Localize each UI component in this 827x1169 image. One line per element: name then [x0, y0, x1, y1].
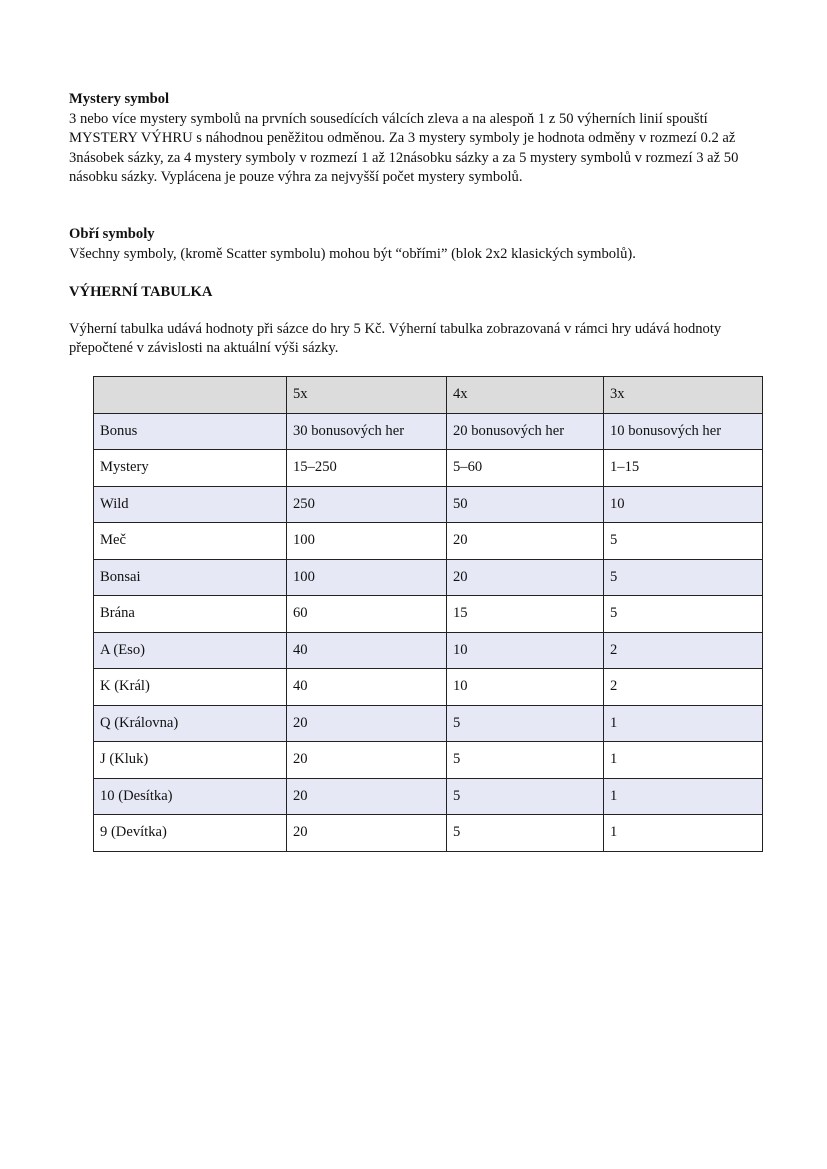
table-header-row: [94, 377, 763, 414]
table-cell: 100: [287, 559, 447, 596]
table-cell: 1: [604, 705, 763, 742]
giant-heading: Obří symboly: [69, 226, 155, 242]
table-cell: 5–60: [447, 450, 604, 487]
table-cell: 20: [287, 815, 447, 852]
table-cell: 20 bonusových her: [447, 413, 604, 450]
table-cell: 15–250: [287, 450, 447, 487]
table-cell: Meč: [94, 523, 287, 560]
table-cell: 5: [447, 705, 604, 742]
table-cell: 250: [287, 486, 447, 523]
table-row: [94, 523, 763, 560]
table-row: [94, 778, 763, 815]
table-row: [94, 632, 763, 669]
table-cell: Bonsai: [94, 559, 287, 596]
table-cell: 20: [287, 778, 447, 815]
table-cell: 30 bonusových her: [287, 413, 447, 450]
table-cell: 60: [287, 596, 447, 633]
table-cell: 20: [287, 705, 447, 742]
mystery-section: [69, 90, 769, 188]
table-row: [94, 413, 763, 450]
table-cell: Q (Královna): [94, 705, 287, 742]
table-cell: 100: [287, 523, 447, 560]
table-cell: 1: [604, 742, 763, 779]
paytable-text: Výherní tabulka udává hodnoty při sázce do hry 5 Kč. Výherní tabulka zobrazovaná v rámci hry udává hodnoty přepočtené v závislosti na aktuální výši sázky.: [69, 320, 722, 356]
giant-text: Všechny symboly, (kromě Scatter symbolu) mohou být “obřími” (blok 2x2 klasických symbolů).: [69, 245, 636, 262]
paytable: [93, 376, 763, 852]
table-cell: 5: [604, 559, 763, 596]
table-cell: 40: [287, 632, 447, 669]
table-cell: 5: [447, 742, 604, 779]
table-cell: K (Král): [94, 669, 287, 706]
mystery-text: 3 nebo více mystery symbolů na prvních sousedících válcích zleva a na alespoň 1 z 50 výherních linií spouští MYSTERY VÝHRU s náhodnou peněžitou odměnou. Za 3 mystery symboly je hodnota odměny v rozmezí 0.2 až 3násobek sázky, za 4 mystery symboly v rozmezí 1 až 12násobku sázky a za 5 mystery symbolů v rozmezí 3 až 50 násobku sázky. Vyplácena je pouze výhra za nejvyšší počet mystery symbolů.: [69, 110, 739, 185]
table-cell: 50: [447, 486, 604, 523]
table-cell: [94, 377, 287, 414]
table-cell: 5: [447, 778, 604, 815]
table-cell: 10: [604, 486, 763, 523]
table-cell: 3x: [604, 377, 763, 414]
table-cell: 20: [287, 742, 447, 779]
table-cell: 10: [447, 632, 604, 669]
table-row: [94, 486, 763, 523]
mystery-heading: Mystery symbol: [69, 91, 170, 107]
table-row: [94, 815, 763, 852]
table-cell: 40: [287, 669, 447, 706]
paytable-section: [69, 283, 769, 359]
paytable-heading: VÝHERNÍ TABULKA: [69, 284, 213, 300]
table-cell: 20: [447, 523, 604, 560]
table-row: [94, 450, 763, 487]
table-cell: A (Eso): [94, 632, 287, 669]
table-cell: 1: [604, 815, 763, 852]
table-cell: 5: [604, 523, 763, 560]
table-cell: Brána: [94, 596, 287, 633]
table-cell: 4x: [447, 377, 604, 414]
table-row: [94, 669, 763, 706]
table-cell: 2: [604, 669, 763, 706]
table-cell: J (Kluk): [94, 742, 287, 779]
table-row: [94, 742, 763, 779]
table-row: [94, 596, 763, 633]
giant-section: [69, 225, 769, 264]
table-cell: 10 (Desítka): [94, 778, 287, 815]
table-cell: 5: [447, 815, 604, 852]
table-cell: 2: [604, 632, 763, 669]
table-cell: 5: [604, 596, 763, 633]
table-cell: 10: [447, 669, 604, 706]
table-cell: Mystery: [94, 450, 287, 487]
table-cell: 1: [604, 778, 763, 815]
table-row: [94, 705, 763, 742]
table-cell: 1–15: [604, 450, 763, 487]
table-cell: Bonus: [94, 413, 287, 450]
table-cell: 10 bonusových her: [604, 413, 763, 450]
table-cell: 20: [447, 559, 604, 596]
table-cell: 5x: [287, 377, 447, 414]
table-row: [94, 559, 763, 596]
table-cell: 9 (Devítka): [94, 815, 287, 852]
table-cell: Wild: [94, 486, 287, 523]
table-cell: 15: [447, 596, 604, 633]
